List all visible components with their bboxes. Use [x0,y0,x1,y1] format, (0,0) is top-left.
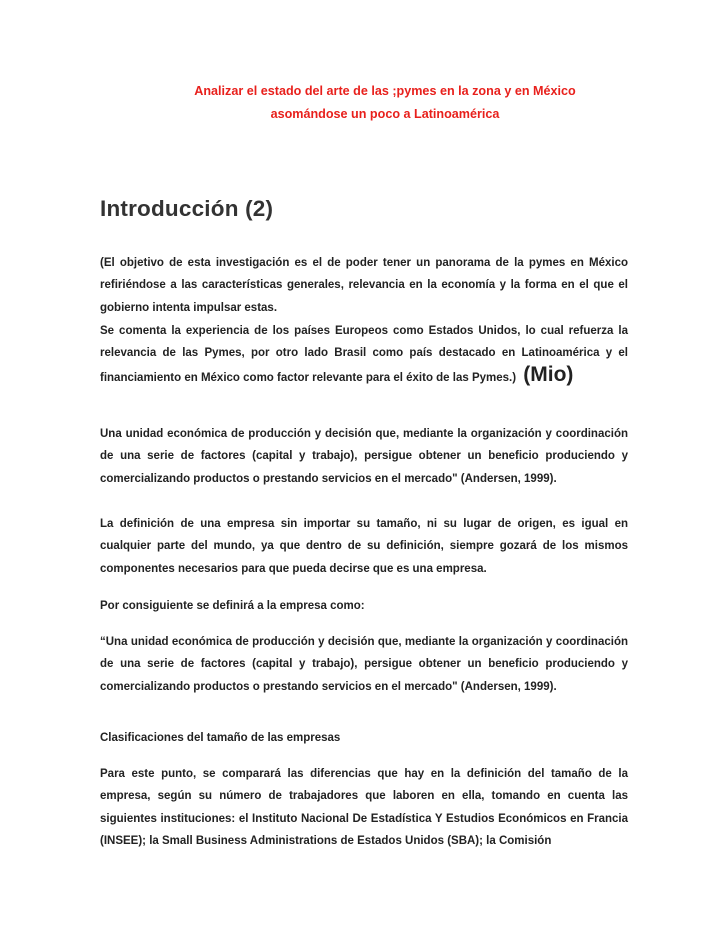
paragraph-definition-quote-2: “Una unidad económica de producción y decisión que, mediante la organización y coordinación de una serie de factores (capital y trabajo), persigue obtener un beneficio produciendo y comercializando productos o prestando servicios en el mercado" (Andersen, 1999). [100,636,628,693]
paragraph-definition-empresa: La definición de una empresa sin importar su tamaño, ni su lugar de origen, es igual en cualquier parte del mundo, ya que dentro de su definición, siempre gozará de los mismos componentes necesarios para que pueda decirse que es una empresa. [100,518,628,575]
paragraph-definition-quote: Una unidad económica de producción y decisión que, mediante la organización y coordinación de una serie de factores (capital y trabajo), persigue obtener un beneficio produciendo y comercializando productos o prestando servicios en el mercado" (Andersen, 1999). [100,428,628,485]
author-tag: (Mio) [523,362,574,386]
document-title-line-2: asomándose un poco a Latinoamérica [270,107,500,121]
subheading-clasificaciones: Clasificaciones del tamaño de las empresas [100,732,341,744]
paragraph-consiguiente: Por consiguiente se definirá a la empresa como: [100,600,365,612]
document-title-line-1: Analizar el estado del arte de las ;pymes en la zona y en México [194,84,576,98]
paragraph-objective: (El objetivo de esta investigación es el de poder tener un panorama de la pymes en México refiriéndose a las características generales, relevancia en la economía y la forma en el que el gobierno intenta impulsar estas. [100,257,628,314]
paragraph-clasificaciones: Para este punto, se comparará las diferencias que hay en la definición del tamaño de la empresa, según su número de trabajadores que laboren en ella, tomando en cuenta las siguientes instituciones: el Instituto Nacional De Estadística Y Estudios Económicos en Francia (INSEE); la Small Business Administrations de Estados Unidos (SBA); la Comisión [100,768,628,848]
paragraph-experience [100,320,628,389]
paragraph-experience-text: Se comenta la experiencia de los países Europeos como Estados Unidos, lo cual refuerza la relevancia de las Pymes, por otro lado Brasil como país destacado en Latinoamérica y el financiamiento en México como factor relevante para el éxito de las Pymes.) [100,325,628,384]
section-heading: Introducción (2) [100,196,274,221]
